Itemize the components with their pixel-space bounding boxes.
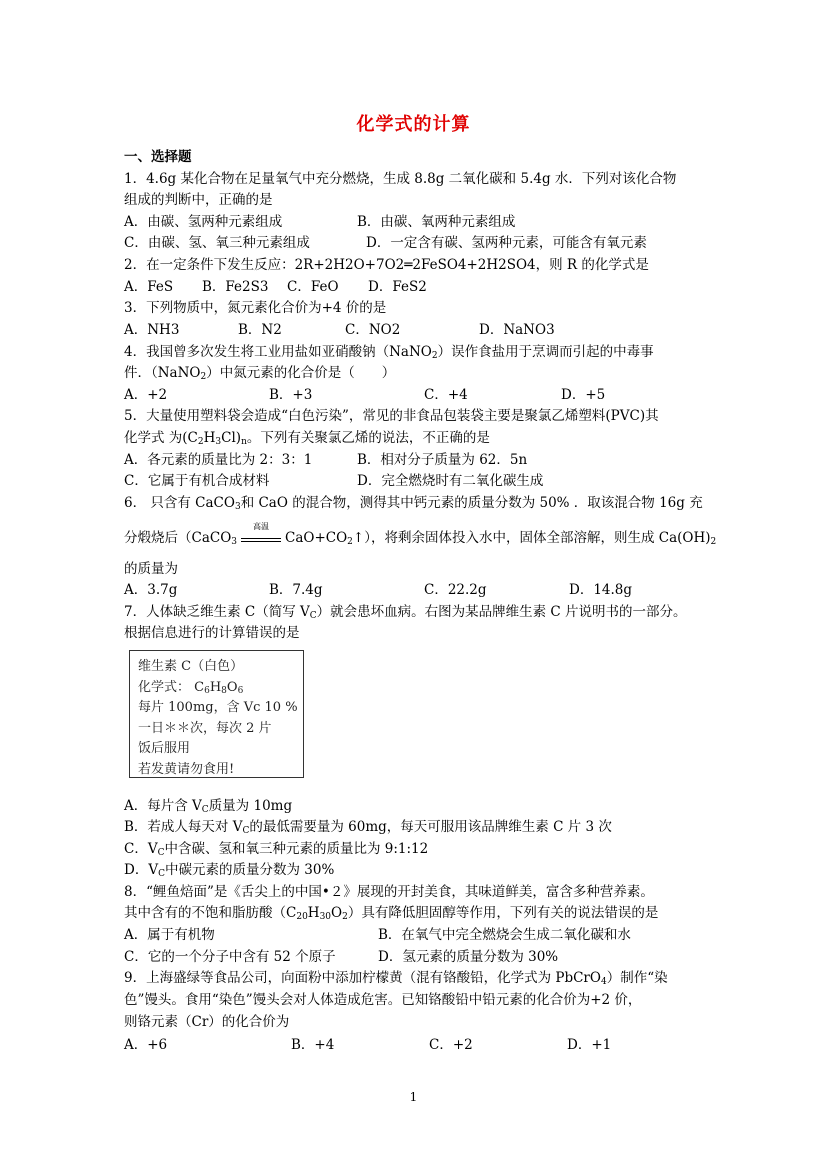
question-2-option-a: A．FeS	[124, 279, 174, 295]
question-2-option-b: B．Fe2S3	[202, 279, 269, 295]
question-7-option-b: B．若成人每天对 $V_C$的最低需要量为 60mg，每天可服用该品牌维生素 C 片 3 次	[124, 819, 612, 836]
question-6-line-1: 6． 只含有 CaCO$_3$和 CaO 的混合物，测得其中钙元素的质量分数为 50% ．取该混合物 16g 充	[124, 495, 703, 512]
question-6-option-a: A．3.7g	[124, 582, 178, 598]
question-4-option-d: D．+5	[561, 387, 606, 403]
section-heading: 一、选择题	[124, 149, 192, 165]
question-8-option-b: B．在氧气中完全燃烧会生成二氧化碳和水	[378, 927, 631, 943]
page-number: 1	[409, 1090, 418, 1104]
question-1-option-d: D．一定含有碳、氢两种元素，可能含有氧元素	[366, 235, 647, 251]
question-1-option-c: C．由碳、氢、氧三种元素组成	[124, 235, 310, 251]
question-6-line-3: 的质量为	[124, 561, 178, 577]
question-4-option-c: C．+4	[424, 387, 468, 403]
page-title: 化学式的计算	[356, 114, 471, 135]
label-row-dose: 每片 100mg，含 Vc 10 %	[138, 700, 298, 715]
question-9-line-2: 色”馒头。食用“染色”馒头会对人体造成危害。已知铬酸铅中铅元素的化合价为+2 价，	[124, 992, 642, 1008]
question-3-option-c: C．NO2	[345, 322, 401, 338]
reaction-condition-arrow: 高温	[241, 532, 281, 542]
question-4-option-b: B．+3	[269, 387, 313, 403]
vitamin-c-label-box	[129, 650, 304, 778]
question-9-option-a: A．+6	[124, 1037, 168, 1053]
question-6-option-c: C．22.2g	[424, 582, 487, 598]
question-4-line-1: 4．我国曾多次发生将工业用盐如亚硝酸钠（NaNO$_2$）误作食盐用于烹调而引起的中毒事	[124, 344, 654, 361]
question-6-option-b: B．7.4g	[269, 582, 323, 598]
question-3-line-1: 3．下列物质中，氮元素化合价为+4 价的是	[124, 300, 387, 316]
label-row-formula: 化学式： $C_6H_8O_6$	[138, 679, 244, 696]
label-row-name: 维生素 C（白色）	[138, 659, 244, 674]
question-9-option-d: D．+1	[567, 1037, 612, 1053]
question-2-option-c: C．FeO	[287, 279, 339, 295]
question-1-line-2: 组成的判断中，正确的是	[124, 192, 273, 208]
question-3-option-d: D．NaNO3	[479, 322, 555, 338]
question-1-option-b: B．由碳、氧两种元素组成	[357, 214, 516, 230]
question-3-option-a: A．NH3	[124, 322, 180, 338]
question-7-option-d: D．$V_C$中碳元素的质量分数为 30%	[124, 862, 335, 879]
question-7-option-c: C．$V_C$中含碳、氢和氧三种元素的质量比为 9:1:12	[124, 841, 429, 858]
question-1-line-1: 1．4.6g 某化合物在足量氧气中充分燃烧，生成 8.8g 二氧化碳和 5.4g 水．下列对该化合物	[124, 171, 677, 187]
question-4-option-a: A．+2	[124, 387, 168, 403]
question-8-option-c: C．它的一个分子中含有 52 个原子	[124, 949, 336, 965]
question-5-line-2: 化学式 为$(C_2H_3Cl)_n$。下列有关聚氯乙烯的说法，不正确的是	[124, 430, 490, 447]
question-6-option-d: D．14.8g	[569, 582, 633, 598]
question-7-option-a: A．每片含 $V_C$质量为 10mg	[124, 798, 293, 815]
question-8-option-d: D．氢元素的质量分数为 30%	[378, 949, 559, 965]
question-3-option-b: B．N2	[238, 322, 282, 338]
question-5-option-b: B．相对分子质量为 62．5n	[357, 452, 528, 468]
question-9-option-c: C．+2	[429, 1037, 473, 1053]
question-5-option-d: D．完全燃烧时有二氧化碳生成	[357, 473, 544, 489]
question-5-option-c: C．它属于有机合成材料	[124, 473, 270, 489]
question-4-line-2: 件．（NaNO$_2$）中氮元素的化合价是（ ）	[124, 365, 396, 382]
label-row-warning: 若发黄请勿食用!	[138, 761, 235, 777]
label-row-frequency: 一日＊＊次，每次 2 片	[138, 720, 272, 736]
question-1-option-a: A．由碳、氢两种元素组成	[124, 214, 283, 230]
question-9-line-1: 9．上海盛绿等食品公司，向面粉中添加柠檬黄（混有铬酸铅，化学式为 PbCrO$_4$）制作“染	[124, 970, 668, 987]
question-2-line-1: 2．在一定条件下发生反应：2R+2H2O+7O2═2FeSO4+2H2SO4，则 R 的化学式是	[124, 257, 649, 273]
question-8-option-a: A．属于有机物	[124, 927, 215, 943]
label-row-usage: 饭后服用	[138, 741, 191, 756]
question-8-line-2: 其中含有的不饱和脂肪酸$(C_{20}H_{30}O_2)$具有降低胆固醇等作用，下列有关的说法错误的是	[124, 905, 659, 922]
question-2-option-d: D．FeS2	[368, 279, 427, 295]
question-8-line-1: 8．“鲤鱼焙面”是《舌尖上的中国•２》展现的开封美食，其味道鲜美，富含多种营养素。	[124, 884, 654, 900]
question-7-line-2: 根据信息进行的计算错误的是	[124, 625, 300, 641]
question-5-line-1: 5．大量使用塑料袋会造成“白色污染”，常见的非食品包装袋主要是聚氯乙烯塑料(PVC)其	[124, 408, 659, 424]
question-9-option-b: B．+4	[291, 1037, 335, 1053]
question-9-line-3: 则铬元素（Cr）的化合价为	[124, 1014, 290, 1030]
question-7-line-1: 7．人体缺乏维生素 C（简写 $V_C$）就会患坏血病。右图为某品牌维生素 C 片说明书的一部分。	[124, 604, 687, 621]
question-6-line-2: 分煅烧后（CaCO$_3$ 高温 $CaO+CO_2↑$），将剩余固体投入水中，固体全部溶解，则生成 $Ca(OH)_2$	[124, 522, 717, 547]
question-5-option-a: A．各元素的质量比为 2：3：1	[124, 452, 313, 468]
